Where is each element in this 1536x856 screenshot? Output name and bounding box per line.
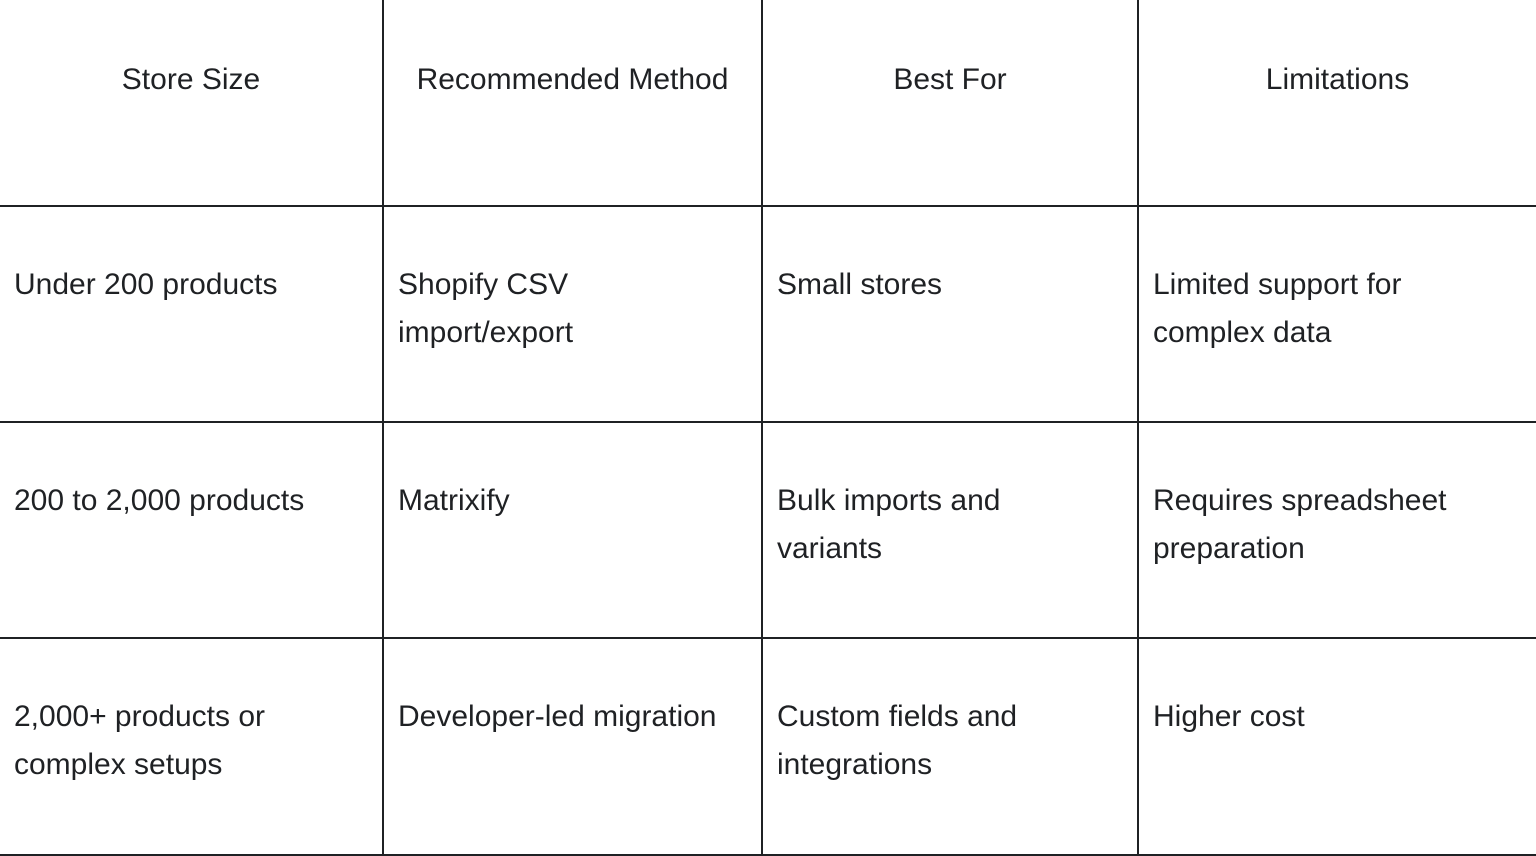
column-header-label: Store Size (121, 63, 261, 96)
cell-text: Requires spreadsheet preparation (1153, 484, 1447, 565)
cell-limitations (1138, 206, 1536, 422)
column-header-label: Best For (893, 63, 1007, 96)
column-header-recommended-method (383, 0, 762, 206)
cell-limitations (1138, 422, 1536, 638)
cell-store-size (0, 638, 383, 855)
cell-text: Matrixify (398, 484, 510, 517)
column-header-best-for (762, 0, 1138, 206)
cell-text: Developer-led migration (398, 700, 717, 733)
table-row (0, 206, 1536, 422)
cell-text: Bulk imports and variants (777, 484, 1001, 565)
cell-text: Under 200 products (14, 268, 278, 301)
table-row (0, 638, 1536, 855)
cell-text: Limited support for complex data (1153, 268, 1402, 349)
cell-recommended-method (383, 422, 762, 638)
cell-best-for (762, 422, 1138, 638)
cell-recommended-method (383, 638, 762, 855)
column-header-label: Recommended Method (416, 63, 729, 96)
table-header-row (0, 0, 1536, 206)
table-row (0, 422, 1536, 638)
cell-store-size (0, 206, 383, 422)
table-body (0, 206, 1536, 855)
cell-store-size (0, 422, 383, 638)
column-header-label: Limitations (1265, 63, 1410, 96)
cell-text: Higher cost (1153, 700, 1305, 733)
cell-text: 200 to 2,000 products (14, 484, 305, 517)
cell-text: Custom fields and integrations (777, 700, 1018, 781)
column-header-store-size (0, 0, 383, 206)
cell-best-for (762, 638, 1138, 855)
cell-best-for (762, 206, 1138, 422)
cell-limitations (1138, 638, 1536, 855)
cell-text: Small stores (777, 268, 943, 301)
cell-recommended-method (383, 206, 762, 422)
table-header (0, 0, 1536, 206)
cell-text: Shopify CSV import/export (398, 268, 574, 349)
column-header-limitations (1138, 0, 1536, 206)
cell-text: 2,000+ products or complex setups (14, 700, 266, 781)
